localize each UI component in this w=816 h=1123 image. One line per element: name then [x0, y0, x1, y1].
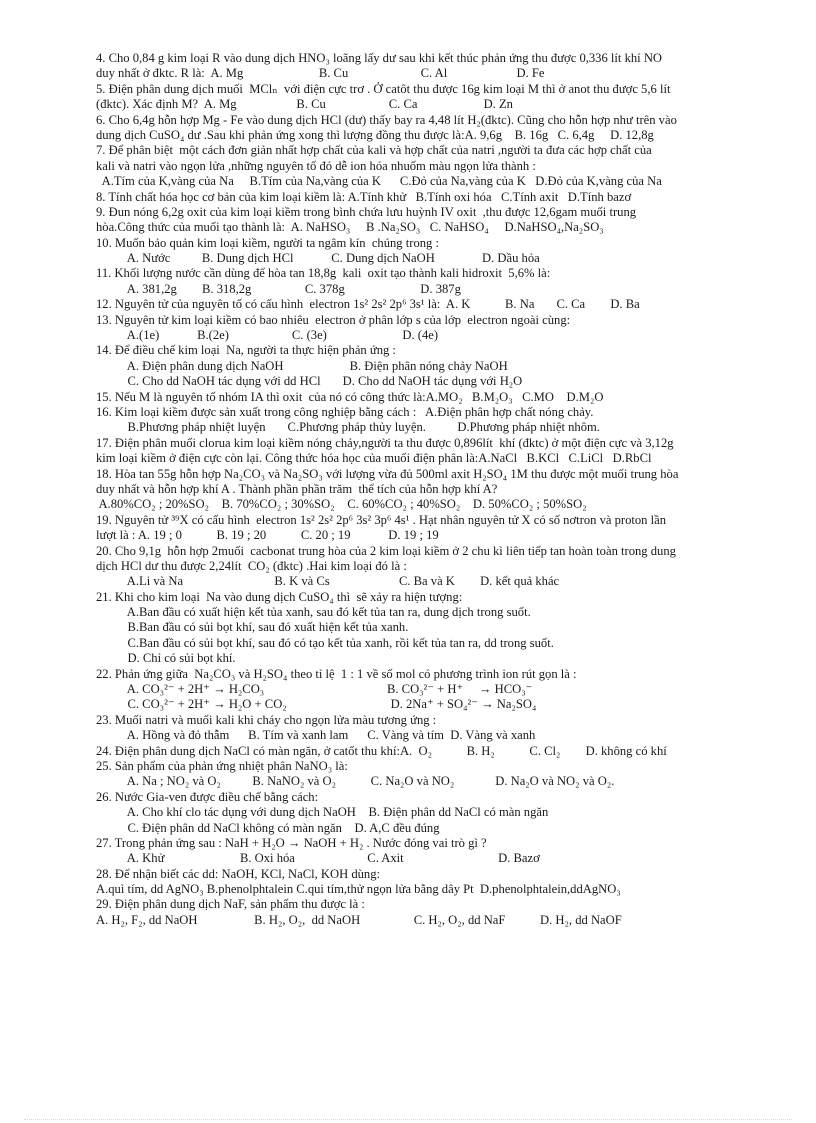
question-stem: 7. Để phân biệt một cách đơn giản nhất hợp chất của kali và hợp chất của natri ,người ta đưa các hợp chất của [96, 143, 652, 158]
question-11 [96, 266, 778, 297]
question-18 [96, 467, 778, 513]
question-stem: 18. Hòa tan 55g hỗn hợp Na₂CO₃ và Na₂SO₃ với lượng vừa đủ 500ml axit H₂SO₄ 1M thu được một muối trung hòa [96, 466, 679, 481]
question-stem: 15. Nếu M là nguyên tố nhóm IA thì oxit của nó có công thức là:A.MO₂ B.M₂O₃ C.MO D.M₂O [96, 389, 604, 404]
question-line: A.Tím của K,vàng của Na B.Tím của Na,vàng của K C.Đỏ của Na,vàng của K D.Đỏ của K,vàng của Na [96, 174, 662, 189]
question-line: A.Li và Na B. K và Cs C. Ba và K D. kết quả khác [96, 574, 560, 589]
question-stem: 6. Cho 6,4g hỗn hợp Mg - Fe vào dung dịch HCl (dư) thấy bay ra 4,48 lít H₂(đktc). Cũng cho hỗn hợp như trên vào [96, 112, 677, 127]
exam-page [96, 51, 778, 928]
question-stem: 5. Điện phân dung dịch muối MClₙ với điện cực trơ . Ở catôt thu được 16g kim loại M thì ở anot thu được 5,6 lít [96, 81, 671, 96]
question-stem: 10. Muốn bảo quản kim loại kiềm, người ta ngâm kín chúng trong : [96, 235, 439, 250]
question-5 [96, 82, 778, 113]
question-27 [96, 836, 778, 867]
question-15 [96, 390, 778, 405]
question-13 [96, 313, 778, 344]
question-line: A.(1e) B.(2e) C. (3e) D. (4e) [96, 328, 439, 343]
question-stem: 20. Cho 9,1g hỗn hợp 2muối cacbonat trung hòa của 2 kim loại kiềm ở 2 chu kì liên tiếp tan hoàn toàn trong dung [96, 543, 676, 558]
question-line: D. Chỉ có sủi bọt khí. [96, 651, 236, 666]
question-28 [96, 867, 778, 898]
question-line: A.80%CO₂ ; 20%SO₂ B. 70%CO₂ ; 30%SO₂ C. 60%CO₂ ; 40%SO₂ D. 50%CO₂ ; 50%SO₂ [96, 497, 587, 512]
question-line: A. Khử B. Oxi hóa C. Axit D. Bazơ [96, 851, 540, 866]
question-stem: 29. Điện phân dung dịch NaF, sản phẩm thu được là : [96, 897, 365, 912]
question-stem: 23. Muối natri và muối kali khi cháy cho ngọn lửa màu tương ứng : [96, 712, 437, 727]
question-stem: 8. Tính chất hóa học cơ bản của kim loại kiềm là: A.Tính khử B.Tính oxi hóa C.Tính axit D.Tính bazơ [96, 189, 632, 204]
question-stem: 24. Điện phân dung dịch NaCl có màn ngăn, ở catốt thu khí:A. O₂ B. H₂ C. Cl₂ D. không có khí [96, 743, 667, 758]
question-21 [96, 590, 778, 667]
question-12 [96, 297, 778, 312]
question-line: duy nhất ở đktc. R là: A. Mg B. Cu C. Al D. Fe [96, 66, 545, 81]
question-stem: 25. Sản phẩm của phản ứng nhiệt phân NaNO₃ là: [96, 758, 348, 773]
question-stem: 12. Nguyên tử của nguyên tố có cấu hình electron 1s² 2s² 2p⁶ 3s¹ là: A. K B. Na C. Ca D. Ba [96, 297, 640, 312]
question-line: A. 381,2g B. 318,2g C. 378g D. 387g [96, 281, 461, 296]
question-line: C. CO₃²⁻ + 2H⁺ → H₂O + CO₂ D. 2Na⁺ + SO₄²⁻ → Na₂SO₄ [96, 697, 537, 712]
question-20 [96, 544, 778, 590]
question-stem: 28. Để nhận biết các dd: NaOH, KCl, NaCl, KOH dùng: [96, 866, 381, 881]
question-23 [96, 713, 778, 744]
question-line: dung dịch CuSO₄ dư .Sau khi phản ứng xong thì lượng đồng thu được là:A. 9,6g B. 16g C. 6,4g D. 12,8g [96, 127, 654, 142]
question-stem: 22. Phản ứng giữa Na₂CO₃ và H₂SO₄ theo tỉ lệ 1 : 1 về số mol có phương trình ion rút gọn là : [96, 666, 577, 681]
question-stem: 13. Nguyên tử kim loại kiềm có bao nhiêu electron ở phân lớp s của lớp electron ngoài cùng: [96, 312, 571, 327]
question-6 [96, 113, 778, 144]
question-29 [96, 897, 778, 928]
question-stem: 9. Đun nóng 6,2g oxit của kim loại kiềm trong bình chứa lưu huỳnh IV oxit ,thu được 12,6gam muối trung [96, 204, 637, 219]
question-9 [96, 205, 778, 236]
question-8 [96, 190, 778, 205]
question-line: B.Phương pháp nhiệt luyện C.Phương pháp thủy luyện. D.Phương pháp nhiệt nhôm. [96, 420, 600, 435]
question-line: B.Ban đầu có sủi bọt khí, sau đó xuất hiện kết tủa xanh. [96, 620, 409, 635]
question-7 [96, 143, 778, 189]
question-line: A. Na ; NO₂ và O₂ B. NaNO₂ và O₂ C. Na₂O và NO₂ D. Na₂O và NO₂ và O₂. [96, 774, 615, 789]
question-line: C. Điện phân dd NaCl không có màn ngăn D. A,C đều đúng [96, 820, 440, 835]
question-19 [96, 513, 778, 544]
question-line: hòa.Công thức của muối tạo thành là: A. NaHSO₃ B .Na₂SO₃ C. NaHSO₄ D.NaHSO₄,Na₂SO₃ [96, 220, 604, 235]
question-line: C. Cho dd NaOH tác dụng với dd HCl D. Cho dd NaOH tác dụng với H₂O [96, 374, 523, 389]
question-stem: 16. Kim loại kiềm được sản xuất trong công nghiệp bằng cách : A.Điện phân hợp chất nóng chảy. [96, 404, 594, 419]
question-line: kim loại kiềm ở điện cực còn lại. Công thức hóa học của muối điện phân là:A.NaCl B.KCl C.LiCl D.RbCl [96, 451, 652, 466]
question-line: C.Ban đầu có sủi bọt khí, sau đó có tạo kết tủa xanh, rồi kết tủa tan ra, dd trong suốt. [96, 635, 554, 650]
question-14 [96, 343, 778, 389]
question-line: A. CO₃²⁻ + 2H⁺ → H₂CO₃ B. CO₃²⁻ + H⁺ → HCO₃⁻ [96, 682, 533, 697]
question-line: lượt là : A. 19 ; 0 B. 19 ; 20 C. 20 ; 19 D. 19 ; 19 [96, 528, 439, 543]
question-17 [96, 436, 778, 467]
question-24 [96, 744, 778, 759]
question-16 [96, 405, 778, 436]
question-line: (đktc). Xác định M? A. Mg B. Cu C. Ca D. Zn [96, 97, 513, 112]
question-line: duy nhất và hỗn hợp khí A . Thành phần phần trăm thể tích của hỗn hợp khí A? [96, 481, 498, 496]
question-line: A. Điện phân dung dịch NaOH B. Điện phân nóng chảy NaOH [96, 358, 508, 373]
question-line: A. Hồng và đỏ thẫm B. Tím và xanh lam C. Vàng và tím D. Vàng và xanh [96, 728, 536, 743]
question-stem: 19. Nguyên tử ³⁹X có cấu hình electron 1s² 2s² 2p⁶ 3s² 3p⁶ 4s¹ . Hạt nhân nguyên tử X có số nơtron và proton lần [96, 512, 667, 527]
page-bottom-rule [24, 1119, 792, 1120]
question-stem: 11. Khối lượng nước cần dùng để hòa tan 18,8g kali oxit tạo thành kali hidroxit 5,6% là: [96, 266, 551, 281]
question-stem: 21. Khi cho kim loại Na vào dung dịch CuSO₄ thì sẽ xảy ra hiện tượng: [96, 589, 463, 604]
question-line: A. Nước B. Dung dịch HCl C. Dung dịch NaOH D. Dầu hỏa [96, 251, 540, 266]
question-line: A.Ban đầu có xuất hiện kết tủa xanh, sau đó kết tủa tan ra, dung dịch trong suốt. [96, 605, 531, 620]
question-stem: 4. Cho 0,84 g kim loại R vào dung dịch HNO₃ loãng lấy dư sau khi kết thúc phản ứng thu được 0,336 lít khí NO [96, 51, 663, 65]
question-line: kali và natri vào ngọn lửa ,những nguyên tố đó dễ ion hóa nhuốm màu ngọn lửa thành : [96, 158, 536, 173]
question-10 [96, 236, 778, 267]
question-4 [96, 51, 778, 82]
question-26 [96, 790, 778, 836]
question-line: A.quì tím, dd AgNO₃ B.phenolphtalein C.qui tím,thử ngọn lửa bằng dây Pt D.phenolphtalein,ddAgNO₃ [96, 882, 621, 897]
question-line: A. H₂, F₂, dd NaOH B. H₂, O₂, dd NaOH C. H₂, O₂, dd NaF D. H₂, dd NaOF [96, 912, 622, 927]
question-25 [96, 759, 778, 790]
question-line: dịch HCl dư thu được 2,24lít CO₂ (đktc) .Hai kim loại đó là : [96, 558, 407, 573]
question-22 [96, 667, 778, 713]
question-stem: 14. Để điều chế kim loại Na, người ta thực hiện phản ứng : [96, 343, 396, 358]
question-stem: 17. Điện phân muối clorua kim loại kiềm nóng chảy,người ta thu được 0,896lít khí (đktc) ở một điện cực và 3,12g [96, 435, 674, 450]
question-stem: 26. Nước Gia-ven được điều chế bằng cách: [96, 789, 319, 804]
question-stem: 27. Trong phản ứng sau : NaH + H₂O → NaOH + H₂ . Nước đóng vai trò gì ? [96, 835, 487, 850]
question-line: A. Cho khí clo tác dụng với dung dịch NaOH B. Điện phân dd NaCl có màn ngăn [96, 805, 549, 820]
